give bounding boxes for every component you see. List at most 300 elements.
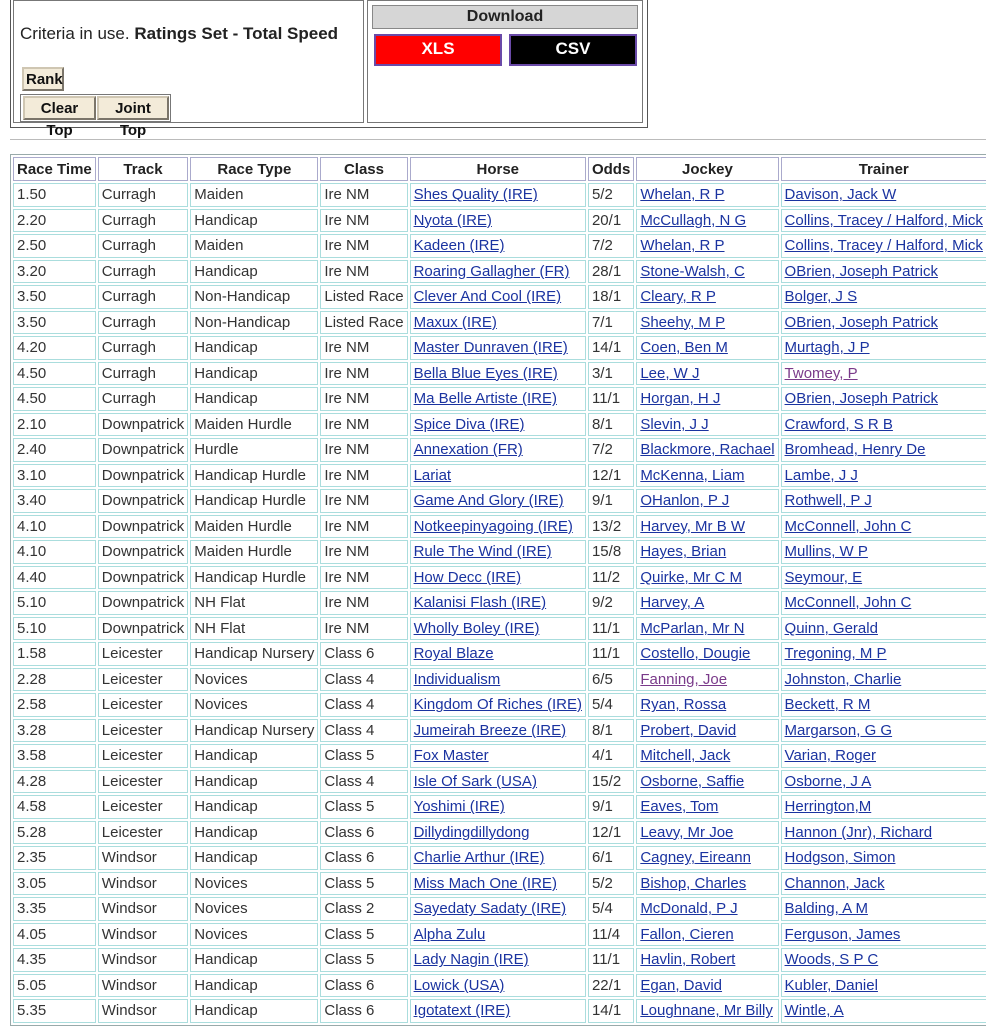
trainer-cell <box>781 591 986 615</box>
class-cell: Ire NM <box>320 336 407 360</box>
jockey-link[interactable]: Harvey, Mr B W <box>640 517 746 535</box>
race-time-cell: 4.28 <box>13 770 96 794</box>
horse-cell <box>410 821 586 845</box>
jockey-cell <box>636 821 778 845</box>
jockey-link[interactable]: Costello, Dougie <box>640 645 751 663</box>
class-cell: Class 4 <box>320 693 407 717</box>
table-row <box>13 795 986 819</box>
odds-cell: 7/1 <box>588 311 634 335</box>
race-time-cell: 3.58 <box>13 744 96 768</box>
jockey-link[interactable]: Havlin, Robert <box>640 951 736 969</box>
horse-link[interactable]: Master Dunraven (IRE) <box>413 339 568 357</box>
csv-download-button[interactable]: CSV <box>509 34 637 66</box>
jockey-link[interactable]: Sheehy, M P <box>640 313 726 331</box>
trainer-link[interactable]: Mullins, W P <box>784 543 868 561</box>
horse-link[interactable]: Maxux (IRE) <box>413 313 497 331</box>
criteria-prefix: Criteria in use. <box>20 24 130 43</box>
race-time-cell: 1.50 <box>13 183 96 207</box>
jockey-cell <box>636 489 778 513</box>
race-type-cell: Handicap Nursery <box>190 719 318 743</box>
table-row <box>13 285 986 309</box>
table-row <box>13 923 986 947</box>
criteria-box <box>13 0 364 139</box>
trainer-cell <box>781 540 986 564</box>
horse-cell <box>410 566 586 590</box>
horse-link[interactable]: Game And Glory (IRE) <box>413 492 564 510</box>
jockey-link[interactable]: Coen, Ben M <box>640 339 728 357</box>
track-cell: Curragh <box>98 387 189 411</box>
race-time-cell: 3.35 <box>13 897 96 921</box>
trainer-link[interactable]: Crawford, S R B <box>784 415 893 433</box>
class-cell: Class 6 <box>320 642 407 666</box>
race-type-cell: Maiden <box>190 183 318 207</box>
clear-top-button[interactable]: Clear Top <box>23 96 96 120</box>
race-type-cell: NH Flat <box>190 617 318 641</box>
top-buttons-group <box>20 94 171 139</box>
horse-link[interactable]: Igotatext (IRE) <box>413 1002 511 1020</box>
trainer-link[interactable]: Bromhead, Henry De <box>784 441 926 459</box>
race-time-cell: 4.40 <box>13 566 96 590</box>
horse-cell <box>410 362 586 386</box>
table-row <box>13 336 986 360</box>
jockey-cell <box>636 770 778 794</box>
jockey-link[interactable]: Osborne, Saffie <box>640 772 745 790</box>
horse-link[interactable]: Alpha Zulu <box>413 925 486 943</box>
jockey-cell <box>636 336 778 360</box>
horse-cell <box>410 617 586 641</box>
jockey-link[interactable]: McParlan, Mr N <box>640 619 745 637</box>
track-cell: Downpatrick <box>98 540 189 564</box>
jockey-cell <box>636 234 778 258</box>
race-type-cell: Handicap Nursery <box>190 642 318 666</box>
jockey-cell <box>636 668 778 692</box>
race-time-cell: 5.05 <box>13 974 96 998</box>
options-panel <box>10 0 648 139</box>
class-cell: Ire NM <box>320 591 407 615</box>
horse-link[interactable]: Wholly Boley (IRE) <box>413 619 540 637</box>
header-odds: Odds <box>588 157 634 181</box>
horse-link[interactable]: Sayedaty Sadaty (IRE) <box>413 900 567 918</box>
horse-cell <box>410 999 586 1023</box>
trainer-cell <box>781 515 986 539</box>
jockey-cell <box>636 209 778 233</box>
horse-cell <box>410 719 586 743</box>
jockey-link[interactable]: Horgan, H J <box>640 390 721 408</box>
trainer-cell <box>781 566 986 590</box>
jockey-link[interactable]: Whelan, R P <box>640 237 725 255</box>
race-time-cell: 4.10 <box>13 540 96 564</box>
race-type-cell: Handicap Hurdle <box>190 566 318 590</box>
horse-cell <box>410 336 586 360</box>
class-cell: Class 5 <box>320 923 407 947</box>
race-type-cell: Handicap <box>190 744 318 768</box>
class-cell: Ire NM <box>320 260 407 284</box>
jockey-link[interactable]: Egan, David <box>640 976 723 994</box>
jockey-cell <box>636 846 778 870</box>
race-time-cell: 3.40 <box>13 489 96 513</box>
odds-cell: 14/1 <box>588 999 634 1023</box>
odds-cell: 15/2 <box>588 770 634 794</box>
table-row <box>13 515 986 539</box>
jockey-link[interactable]: Bishop, Charles <box>640 874 747 892</box>
trainer-cell <box>781 642 986 666</box>
trainer-link[interactable]: Murtagh, J P <box>784 339 870 357</box>
horse-cell <box>410 285 586 309</box>
table-row <box>13 464 986 488</box>
trainer-link[interactable]: McConnell, John C <box>784 594 912 612</box>
race-type-cell: Handicap <box>190 948 318 972</box>
jockey-link[interactable]: Hayes, Brian <box>640 543 727 561</box>
class-cell: Class 6 <box>320 821 407 845</box>
track-cell: Downpatrick <box>98 515 189 539</box>
horse-link[interactable]: Notkeepinyagoing (IRE) <box>413 517 573 535</box>
trainer-link[interactable]: Channon, Jack <box>784 874 885 892</box>
track-cell: Windsor <box>98 948 189 972</box>
horse-link[interactable]: Clever And Cool (IRE) <box>413 288 562 306</box>
trainer-link[interactable]: Rothwell, P J <box>784 492 872 510</box>
trainer-link[interactable]: OBrien, Joseph Patrick <box>784 262 938 280</box>
trainer-link[interactable]: Kubler, Daniel <box>784 976 878 994</box>
jockey-cell <box>636 744 778 768</box>
race-type-cell: Handicap <box>190 260 318 284</box>
class-cell: Ire NM <box>320 362 407 386</box>
table-row <box>13 591 986 615</box>
track-cell: Curragh <box>98 209 189 233</box>
table-row <box>13 362 986 386</box>
trainer-link[interactable]: Hannon (Jnr), Richard <box>784 823 933 841</box>
class-cell: Class 4 <box>320 719 407 743</box>
trainer-link[interactable]: Lambe, J J <box>784 466 858 484</box>
track-cell: Windsor <box>98 999 189 1023</box>
track-cell: Curragh <box>98 260 189 284</box>
horse-cell <box>410 540 586 564</box>
race-time-cell: 5.10 <box>13 617 96 641</box>
track-cell: Downpatrick <box>98 464 189 488</box>
trainer-link[interactable]: Collins, Tracey / Halford, Mick <box>784 237 983 255</box>
class-cell: Ire NM <box>320 387 407 411</box>
trainer-link[interactable]: Tregoning, M P <box>784 645 887 663</box>
table-row <box>13 413 986 437</box>
horse-cell <box>410 413 586 437</box>
trainer-link[interactable]: Collins, Tracey / Halford, Mick <box>784 211 983 229</box>
jockey-link[interactable]: Probert, David <box>640 721 737 739</box>
trainer-cell <box>781 693 986 717</box>
odds-cell: 11/4 <box>588 923 634 947</box>
horse-link[interactable]: Royal Blaze <box>413 645 494 663</box>
odds-cell: 7/2 <box>588 438 634 462</box>
trainer-link[interactable]: Johnston, Charlie <box>784 670 902 688</box>
race-type-cell: Handicap <box>190 362 318 386</box>
criteria-value: Ratings Set - Total Speed <box>134 24 339 43</box>
track-cell: Windsor <box>98 872 189 896</box>
horse-link[interactable]: Lady Nagin (IRE) <box>413 951 529 969</box>
jockey-cell <box>636 642 778 666</box>
race-time-cell: 3.28 <box>13 719 96 743</box>
jockey-cell <box>636 413 778 437</box>
class-cell: Ire NM <box>320 515 407 539</box>
race-time-cell: 2.10 <box>13 413 96 437</box>
jockey-link[interactable]: Mitchell, Jack <box>640 747 731 765</box>
horse-cell <box>410 209 586 233</box>
trainer-link[interactable]: Davison, Jack W <box>784 186 897 204</box>
download-box <box>367 0 643 123</box>
class-cell: Class 5 <box>320 744 407 768</box>
track-cell: Leicester <box>98 642 189 666</box>
divider <box>10 139 986 140</box>
horse-cell <box>410 183 586 207</box>
table-row <box>13 209 986 233</box>
horse-cell <box>410 464 586 488</box>
odds-cell: 11/1 <box>588 642 634 666</box>
odds-cell: 12/1 <box>588 821 634 845</box>
jockey-link[interactable]: Lee, W J <box>640 364 700 382</box>
race-time-cell: 2.58 <box>13 693 96 717</box>
trainer-link[interactable]: Seymour, E <box>784 568 863 586</box>
track-cell: Windsor <box>98 974 189 998</box>
jockey-cell <box>636 719 778 743</box>
rank-button[interactable]: Rank <box>22 67 64 91</box>
joint-top-button[interactable]: Joint Top <box>97 96 169 120</box>
trainer-link[interactable]: McConnell, John C <box>784 517 912 535</box>
trainer-link[interactable]: Balding, A M <box>784 900 868 918</box>
horse-link[interactable]: Dillydingdillydong <box>413 823 530 841</box>
odds-cell: 5/4 <box>588 897 634 921</box>
jockey-cell <box>636 617 778 641</box>
jockey-link[interactable]: Eaves, Tom <box>640 798 719 816</box>
race-type-cell: NH Flat <box>190 591 318 615</box>
class-cell: Ire NM <box>320 413 407 437</box>
odds-cell: 6/1 <box>588 846 634 870</box>
jockey-cell <box>636 260 778 284</box>
race-type-cell: Novices <box>190 897 318 921</box>
trainer-link[interactable]: Beckett, R M <box>784 696 871 714</box>
odds-cell: 5/2 <box>588 183 634 207</box>
class-cell: Listed Race <box>320 285 407 309</box>
horse-link[interactable]: Individualism <box>413 670 501 688</box>
jockey-cell <box>636 923 778 947</box>
class-cell: Class 5 <box>320 872 407 896</box>
trainer-cell <box>781 438 986 462</box>
horse-link[interactable]: Miss Mach One (IRE) <box>413 874 557 892</box>
table-row <box>13 387 986 411</box>
jockey-cell <box>636 387 778 411</box>
race-type-cell: Handicap Hurdle <box>190 464 318 488</box>
odds-cell: 9/1 <box>588 489 634 513</box>
jockey-cell <box>636 872 778 896</box>
jockey-link[interactable]: Stone-Walsh, C <box>640 262 745 280</box>
horse-cell <box>410 897 586 921</box>
jockey-link[interactable]: Cleary, R P <box>640 288 716 306</box>
horse-link[interactable]: Roaring Gallagher (FR) <box>413 262 570 280</box>
table-body <box>13 183 986 1023</box>
trainer-link[interactable]: Herrington,M <box>784 798 872 816</box>
trainer-cell <box>781 719 986 743</box>
class-cell: Class 2 <box>320 897 407 921</box>
jockey-link[interactable]: Ryan, Rossa <box>640 696 727 714</box>
race-time-cell: 4.35 <box>13 948 96 972</box>
horse-link[interactable]: Shes Quality (IRE) <box>413 186 538 204</box>
jockey-link[interactable]: McKenna, Liam <box>640 466 745 484</box>
jockey-link[interactable]: Quirke, Mr C M <box>640 568 742 586</box>
trainer-cell <box>781 744 986 768</box>
trainer-link[interactable]: Varian, Roger <box>784 747 876 765</box>
horse-cell <box>410 693 586 717</box>
race-time-cell: 3.10 <box>13 464 96 488</box>
race-time-cell: 2.20 <box>13 209 96 233</box>
race-type-cell: Handicap Hurdle <box>190 489 318 513</box>
trainer-link[interactable]: Ferguson, James <box>784 925 901 943</box>
xls-download-button[interactable]: XLS <box>374 34 502 66</box>
track-cell: Curragh <box>98 285 189 309</box>
horse-link[interactable]: Bella Blue Eyes (IRE) <box>413 364 558 382</box>
horse-link[interactable]: Lowick (USA) <box>413 976 505 994</box>
horse-cell <box>410 260 586 284</box>
trainer-cell <box>781 489 986 513</box>
jockey-link[interactable]: Whelan, R P <box>640 186 725 204</box>
track-cell: Leicester <box>98 770 189 794</box>
class-cell: Ire NM <box>320 566 407 590</box>
horse-link[interactable]: Jumeirah Breeze (IRE) <box>413 721 567 739</box>
horse-cell <box>410 311 586 335</box>
trainer-cell <box>781 897 986 921</box>
trainer-cell <box>781 999 986 1023</box>
horse-link[interactable]: Ma Belle Artiste (IRE) <box>413 390 557 408</box>
race-type-cell: Handicap <box>190 770 318 794</box>
horse-link[interactable]: Isle Of Sark (USA) <box>413 772 537 790</box>
jockey-cell <box>636 464 778 488</box>
trainer-link[interactable]: Quinn, Gerald <box>784 619 878 637</box>
jockey-link[interactable]: McDonald, P J <box>640 900 738 918</box>
horse-link[interactable]: Lariat <box>413 466 452 484</box>
track-cell: Curragh <box>98 183 189 207</box>
race-type-cell: Non-Handicap <box>190 311 318 335</box>
trainer-link[interactable]: OBrien, Joseph Patrick <box>784 390 938 408</box>
criteria-text <box>20 24 338 44</box>
horse-cell <box>410 438 586 462</box>
trainer-link[interactable]: Wintle, A <box>784 1002 844 1020</box>
trainer-cell <box>781 770 986 794</box>
horse-cell <box>410 795 586 819</box>
table-row <box>13 566 986 590</box>
class-cell: Class 5 <box>320 948 407 972</box>
odds-cell: 22/1 <box>588 974 634 998</box>
race-type-cell: Novices <box>190 923 318 947</box>
jockey-link[interactable]: Fanning, Joe <box>640 670 728 688</box>
track-cell: Leicester <box>98 795 189 819</box>
track-cell: Windsor <box>98 923 189 947</box>
horse-link[interactable]: Spice Diva (IRE) <box>413 415 525 433</box>
races-table <box>10 154 986 1026</box>
trainer-link[interactable]: OBrien, Joseph Patrick <box>784 313 938 331</box>
class-cell: Class 6 <box>320 846 407 870</box>
jockey-cell <box>636 566 778 590</box>
jockey-link[interactable]: Loughnane, Mr Billy <box>640 1002 773 1020</box>
jockey-cell <box>636 974 778 998</box>
trainer-link[interactable]: Margarson, G G <box>784 721 893 739</box>
trainer-link[interactable]: Bolger, J S <box>784 288 858 306</box>
table-row <box>13 693 986 717</box>
class-cell: Class 4 <box>320 668 407 692</box>
trainer-cell <box>781 387 986 411</box>
horse-cell <box>410 974 586 998</box>
horse-link[interactable]: Nyota (IRE) <box>413 211 492 229</box>
horse-link[interactable]: How Decc (IRE) <box>413 568 522 586</box>
trainer-link[interactable]: Twomey, P <box>784 364 858 382</box>
trainer-link[interactable]: Hodgson, Simon <box>784 849 896 867</box>
jockey-link[interactable]: OHanlon, P J <box>640 492 730 510</box>
jockey-link[interactable]: Slevin, J J <box>640 415 709 433</box>
table-row <box>13 948 986 972</box>
odds-cell: 5/4 <box>588 693 634 717</box>
horse-link[interactable]: Kadeen (IRE) <box>413 237 505 255</box>
odds-cell: 6/5 <box>588 668 634 692</box>
race-type-cell: Maiden <box>190 234 318 258</box>
track-cell: Curragh <box>98 362 189 386</box>
race-time-cell: 5.28 <box>13 821 96 845</box>
track-cell: Leicester <box>98 693 189 717</box>
trainer-cell <box>781 872 986 896</box>
race-time-cell: 3.05 <box>13 872 96 896</box>
trainer-link[interactable]: Osborne, J A <box>784 772 872 790</box>
header-horse: Horse <box>410 157 586 181</box>
table-row <box>13 897 986 921</box>
horse-link[interactable]: Charlie Arthur (IRE) <box>413 849 545 867</box>
trainer-cell <box>781 336 986 360</box>
horse-link[interactable]: Kalanisi Flash (IRE) <box>413 594 547 612</box>
jockey-link[interactable]: Blackmore, Rachael <box>640 441 775 459</box>
jockey-link[interactable]: Leavy, Mr Joe <box>640 823 734 841</box>
horse-cell <box>410 770 586 794</box>
jockey-cell <box>636 285 778 309</box>
table-row <box>13 744 986 768</box>
table-row <box>13 719 986 743</box>
race-time-cell: 4.20 <box>13 336 96 360</box>
jockey-link[interactable]: Fallon, Cieren <box>640 925 734 943</box>
trainer-cell <box>781 846 986 870</box>
jockey-link[interactable]: Harvey, A <box>640 594 705 612</box>
horse-cell <box>410 744 586 768</box>
trainer-cell <box>781 362 986 386</box>
horse-cell <box>410 387 586 411</box>
horse-link[interactable]: Yoshimi (IRE) <box>413 798 505 816</box>
race-time-cell: 4.50 <box>13 362 96 386</box>
class-cell: Ire NM <box>320 183 407 207</box>
odds-cell: 9/2 <box>588 591 634 615</box>
trainer-cell <box>781 209 986 233</box>
horse-link[interactable]: Rule The Wind (IRE) <box>413 543 552 561</box>
trainer-cell <box>781 795 986 819</box>
horse-link[interactable]: Annexation (FR) <box>413 441 523 459</box>
horse-link[interactable]: Fox Master <box>413 747 489 765</box>
table-row <box>13 642 986 666</box>
track-cell: Curragh <box>98 336 189 360</box>
table-row <box>13 260 986 284</box>
download-title: Download <box>372 5 638 29</box>
table-row <box>13 770 986 794</box>
trainer-link[interactable]: Woods, S P C <box>784 951 879 969</box>
horse-link[interactable]: Kingdom Of Riches (IRE) <box>413 696 582 714</box>
jockey-cell <box>636 540 778 564</box>
header-jockey: Jockey <box>636 157 778 181</box>
jockey-link[interactable]: McCullagh, N G <box>640 211 747 229</box>
jockey-link[interactable]: Cagney, Eireann <box>640 849 751 867</box>
race-time-cell: 5.35 <box>13 999 96 1023</box>
track-cell: Windsor <box>98 846 189 870</box>
jockey-cell <box>636 515 778 539</box>
race-time-cell: 5.10 <box>13 591 96 615</box>
horse-cell <box>410 923 586 947</box>
race-type-cell: Maiden Hurdle <box>190 515 318 539</box>
